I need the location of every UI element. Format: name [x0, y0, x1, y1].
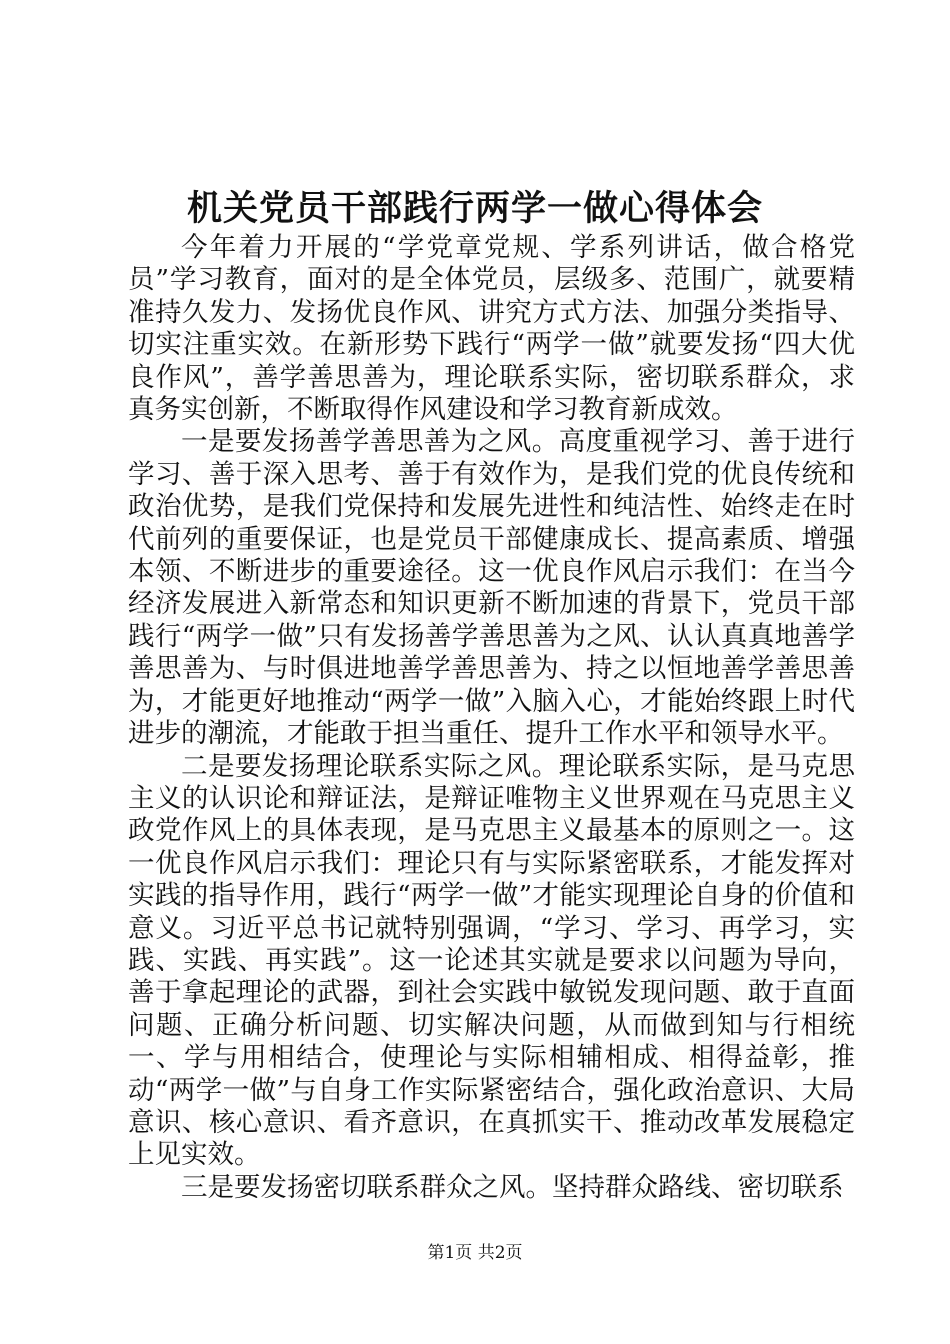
page-number-footer: 第1页 共2页 — [427, 1243, 523, 1263]
paragraph-intro: 今年着力开展的“学党章党规、学系列讲话，做合格党员”学习教育，面对的是全体党员，层级多、范围广，就要精准持久发力、发扬优良作风、讲究方式方法、加强分类指导、切实注重实效。在新形势下践行“两学一做”就要发扬“四大优良作风”，善学善思善为，理论联系实际，密切联系群众，求真务实创新，不断取得作风建设和学习教育新成效。 — [128, 232, 855, 426]
document-body — [128, 232, 855, 1204]
paragraph-point-two: 二是要发扬理论联系实际之风。理论联系实际，是马克思主义的认识论和辩证法，是辩证唯物主义世界观在马克思主义政党作风上的具体表现，是马克思主义最基本的原则之一。这一优良作风启示我们：理论只有与实际紧密联系，才能发挥对实践的指导作用，践行“两学一做”才能实现理论自身的价值和意义。习近平总书记就特别强调，“学习、学习、再学习，实践、实践、再实践”。这一论述其实就是要求以问题为导向，善于拿起理论的武器，到社会实践中敏锐发现问题、敢于直面问题、正确分析问题、切实解决问题，从而做到知与行相统一、学与用相结合，使理论与实际相辅相成、相得益彰，推动“两学一做”与自身工作实际紧密结合，强化政治意识、大局意识、核心意识、看齐意识，在真抓实干、推动改革发展稳定上见实效。 — [128, 750, 855, 1171]
paragraph-point-three: 三是要发扬密切联系群众之风。坚持群众路线、密切联系 — [181, 1171, 844, 1203]
document-title: 机关党员干部践行两学一做心得体会 — [186, 188, 763, 229]
paragraph-point-one: 一是要发扬善学善思善为之风。高度重视学习、善于进行学习、善于深入思考、善于有效作为，是我们党的优良传统和政治优势，是我们党保持和发展先进性和纯洁性、始终走在时代前列的重要保证，也是党员干部健康成长、提高素质、增强本领、不断进步的重要途径。这一优良作风启示我们：在当今经济发展进入新常态和知识更新不断加速的背景下，党员干部践行“两学一做”只有发扬善学善思善为之风、认认真真地善学善思善为、与时俱进地善学善思善为、持之以恒地善学善思善为，才能更好地推动“两学一做”入脑入心，才能始终跟上时代进步的潮流，才能敢于担当重任、提升工作水平和领导水平。 — [128, 426, 855, 750]
